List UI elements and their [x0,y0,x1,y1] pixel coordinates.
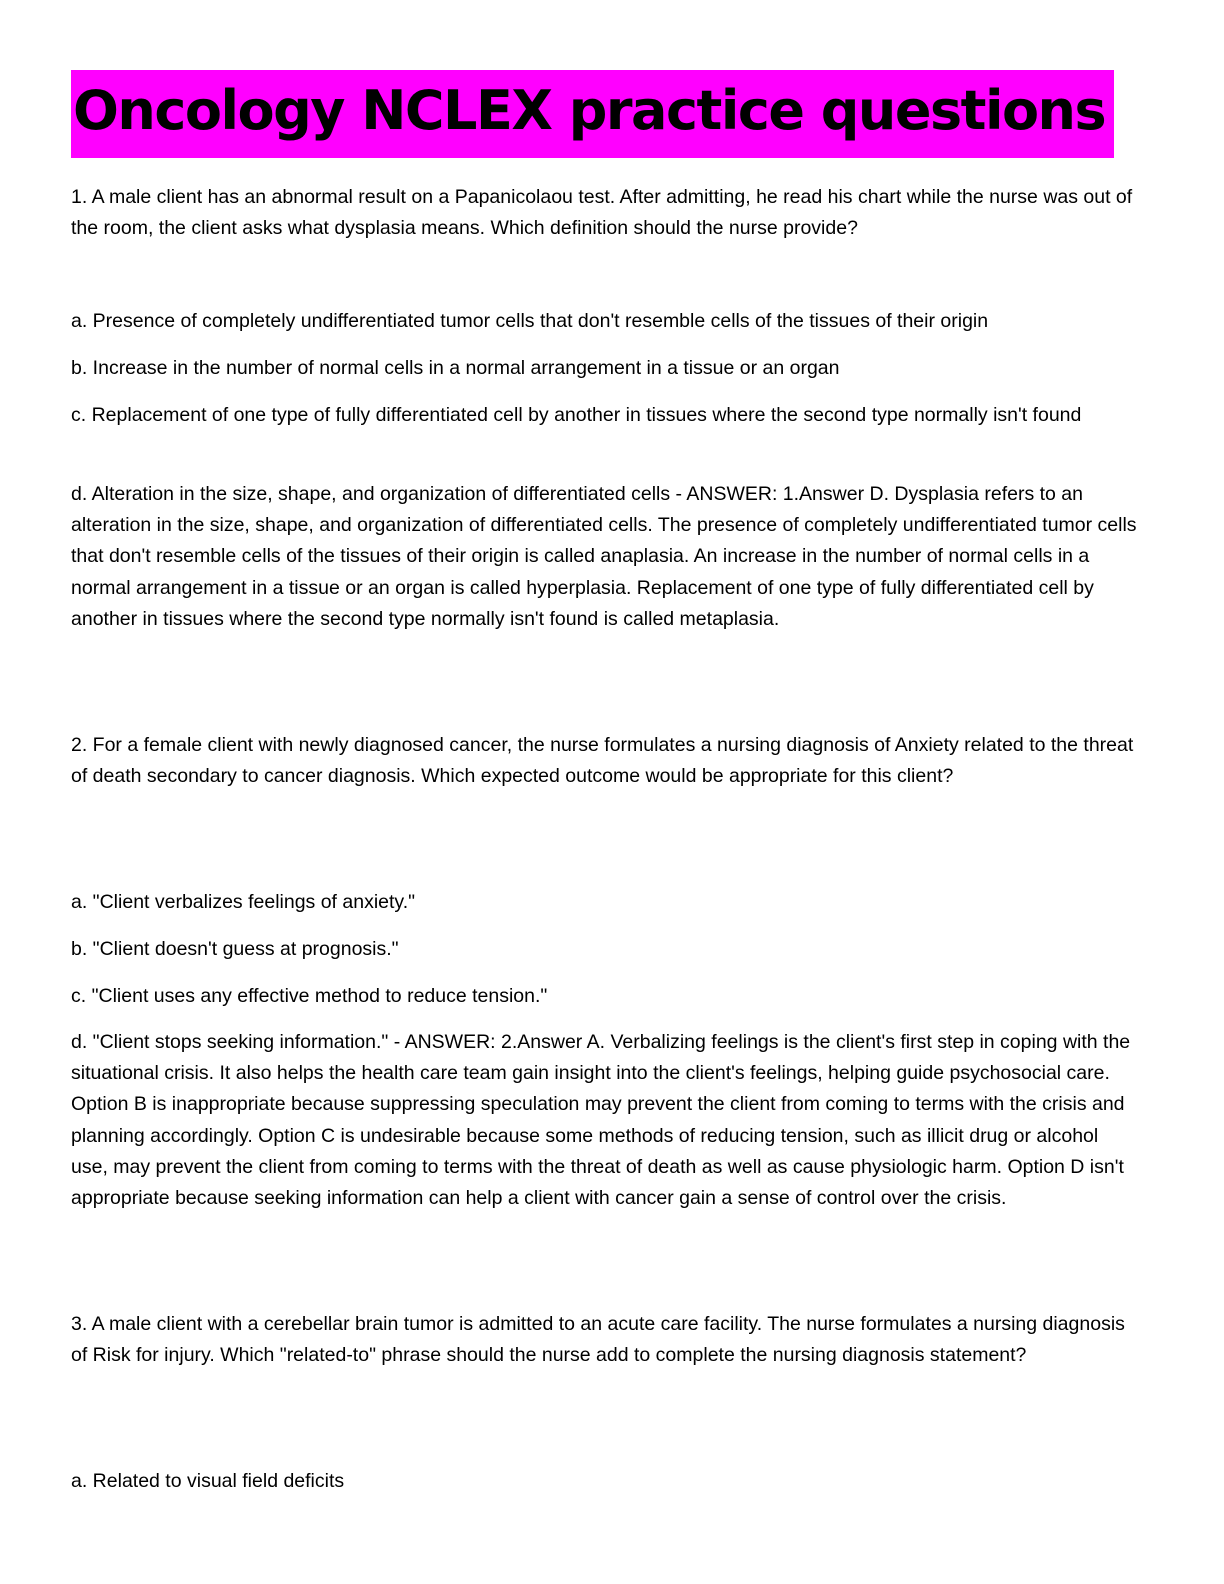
question-2-option-c: c. "Client uses any effective method to reduce tension." [71,985,548,1007]
question-2-option-d-answer: d. "Client stops seeking information." - ANSWER: 2.Answer A. Verbalizing feelings is the client's first step in coping with the situational crisis. It also helps the health care team gain insight into the client's feelings, helping guide psychosocial care. Option B is inappropriate because suppressing speculation may prevent the client from coming to terms with the crisis and planning accordingly. Option C is undesirable because some methods of reducing tension, such as illicit drug or alcohol use, may prevent the client from coming to terms with the threat of death as well as cause physiologic harm. Option D isn't appropriate because seeking information can help a client with cancer gain a sense of control over the crisis. [71,1031,1131,1210]
question-1-option-b: b. Increase in the number of normal cells in a normal arrangement in a tissue or an organ [71,357,840,379]
title-highlight [71,70,1114,158]
question-1-option-d-answer: d. Alteration in the size, shape, and organization of differentiated cells - ANSWER: 1.Answer D. Dysplasia refers to an alteration in the size, shape, and organization of differentiated cells. The presence of completely undifferentiated tumor cells that don't resemble cells of the tissues of their origin is called anaplasia. An increase in the number of normal cells in a normal arrangement in a tissue or an organ is called hyperplasia. Replacement of one type of fully differentiated cell by another in tissues where the second type normally isn't found is called metaplasia. [71,483,1137,630]
question-2-stem: 2. For a female client with newly diagnosed cancer, the nurse formulates a nursing diagnosis of Anxiety related to the threat of death secondary to cancer diagnosis. Which expected outcome would be appropriate for this client? [71,734,1134,788]
question-1-stem: 1. A male client has an abnormal result on a Papanicolaou test. After admitting, he read his chart while the nurse was out of the room, the client asks what dysplasia means. Which definition should the nurse provide? [71,186,1133,240]
question-1-option-a: a. Presence of completely undifferentiated tumor cells that don't resemble cells of the tissues of their origin [71,310,989,332]
question-3-stem: 3. A male client with a cerebellar brain tumor is admitted to an acute care facility. The nurse formulates a nursing diagnosis of Risk for injury. Which "related-to" phrase should the nurse add to complete the nursing diagnosis statement? [71,1313,1125,1367]
question-3-option-a: a. Related to visual field deficits [71,1470,345,1492]
question-2-option-a: a. "Client verbalizes feelings of anxiety." [71,891,416,913]
question-1-option-c: c. Replacement of one type of fully differentiated cell by another in tissues where the second type normally isn't found [71,404,1082,426]
page-title: Oncology NCLEX practice questions [73,79,1106,142]
question-2-option-b: b. "Client doesn't guess at prognosis." [71,938,399,960]
